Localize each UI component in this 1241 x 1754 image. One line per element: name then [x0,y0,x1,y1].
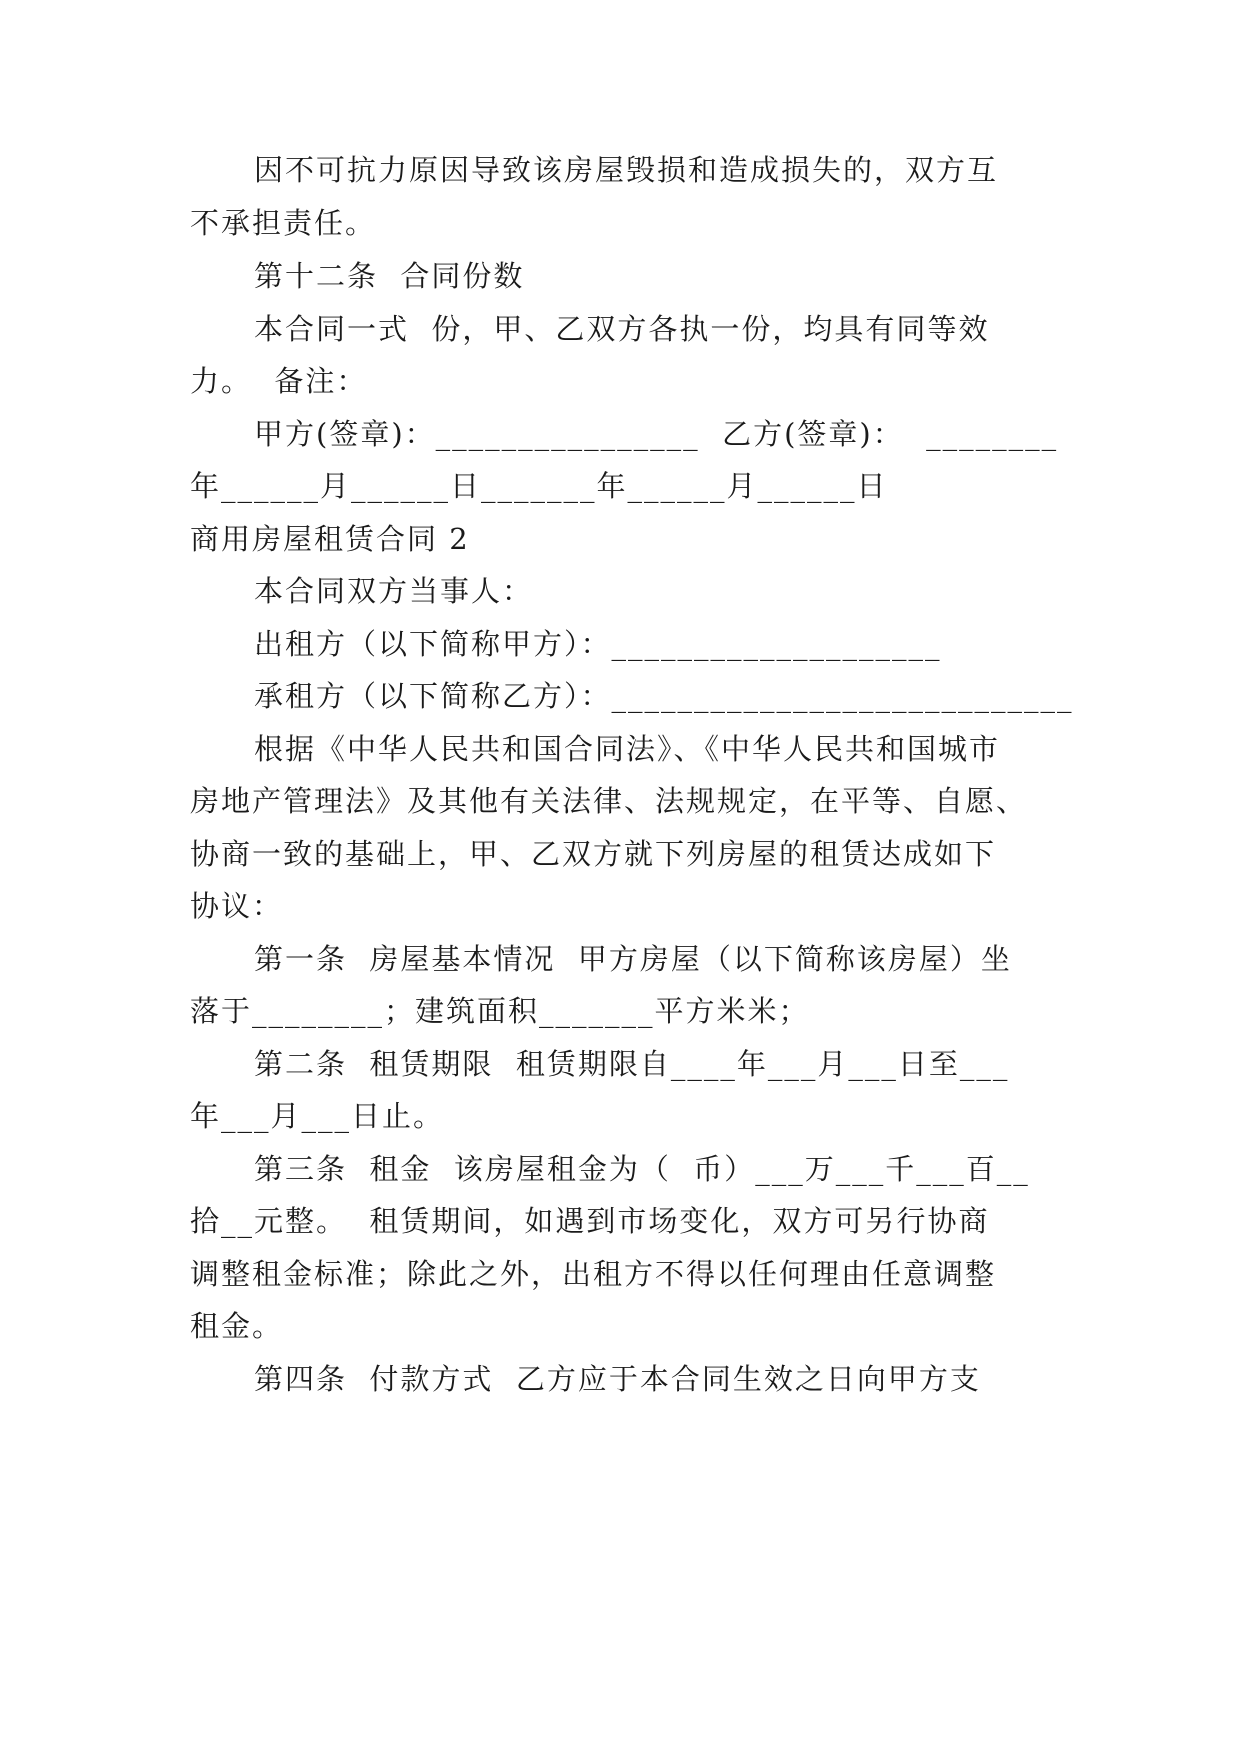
article-4-line: 第四条 付款方式 乙方应于本合同生效之日向甲方支 [254,1362,981,1396]
paragraph-line: 房地产管理法》及其他有关法律、法规规定，在平等、自愿、 [190,784,1028,818]
lessee-line: 承租方（以下简称乙方）：____________________________ [254,679,1074,713]
paragraph-line: 年___月___日止。 [190,1099,445,1133]
paragraph-line: 协议： [190,889,284,923]
paragraph-line: 因不可抗力原因导致该房屋毁损和造成损失的，双方互 [254,153,999,187]
paragraph-line: 拾__元整。 租赁期间，如遇到市场变化，双方可另行协商 [190,1204,990,1238]
paragraph-line: 落于________；建筑面积_______平方米米； [190,994,810,1028]
paragraph-line: 根据《中华人民共和国合同法》、《中华人民共和国城市 [254,732,1001,766]
lessor-line: 出租方（以下简称甲方）：____________________ [254,627,942,661]
paragraph-line: 力。 备注： [190,364,368,398]
article-3-line: 第三条 租金 该房屋租金为（ 币）___万___千___百__ [254,1152,1030,1186]
paragraph-line: 不承担责任。 [190,206,377,240]
article-1-line: 第一条 房屋基本情况 甲方房屋（以下简称该房屋）坐 [254,942,1012,976]
paragraph-line: 协商一致的基础上，甲、乙双方就下列房屋的租赁达成如下 [190,837,997,871]
paragraph-line: 租金。 [190,1309,284,1343]
paragraph-line: 调整租金标准；除此之外，出租方不得以任何理由任意调整 [190,1257,997,1291]
document-title: 商用房屋租赁合同 2 [190,522,470,556]
paragraph-line: 本合同双方当事人： [254,574,534,608]
section-heading: 第十二条 合同份数 [254,259,525,293]
paragraph-line: 本合同一式 份，甲、乙双方各执一份，均具有同等效 [254,312,990,346]
article-2-line: 第二条 租赁期限 租赁期限自____年___月___日至___ [254,1047,1010,1081]
signature-line: 甲方(签章)：________________ 乙方(签章)： ________ [254,417,1059,451]
date-line: 年______月______日_______年______月______日 [190,469,888,503]
